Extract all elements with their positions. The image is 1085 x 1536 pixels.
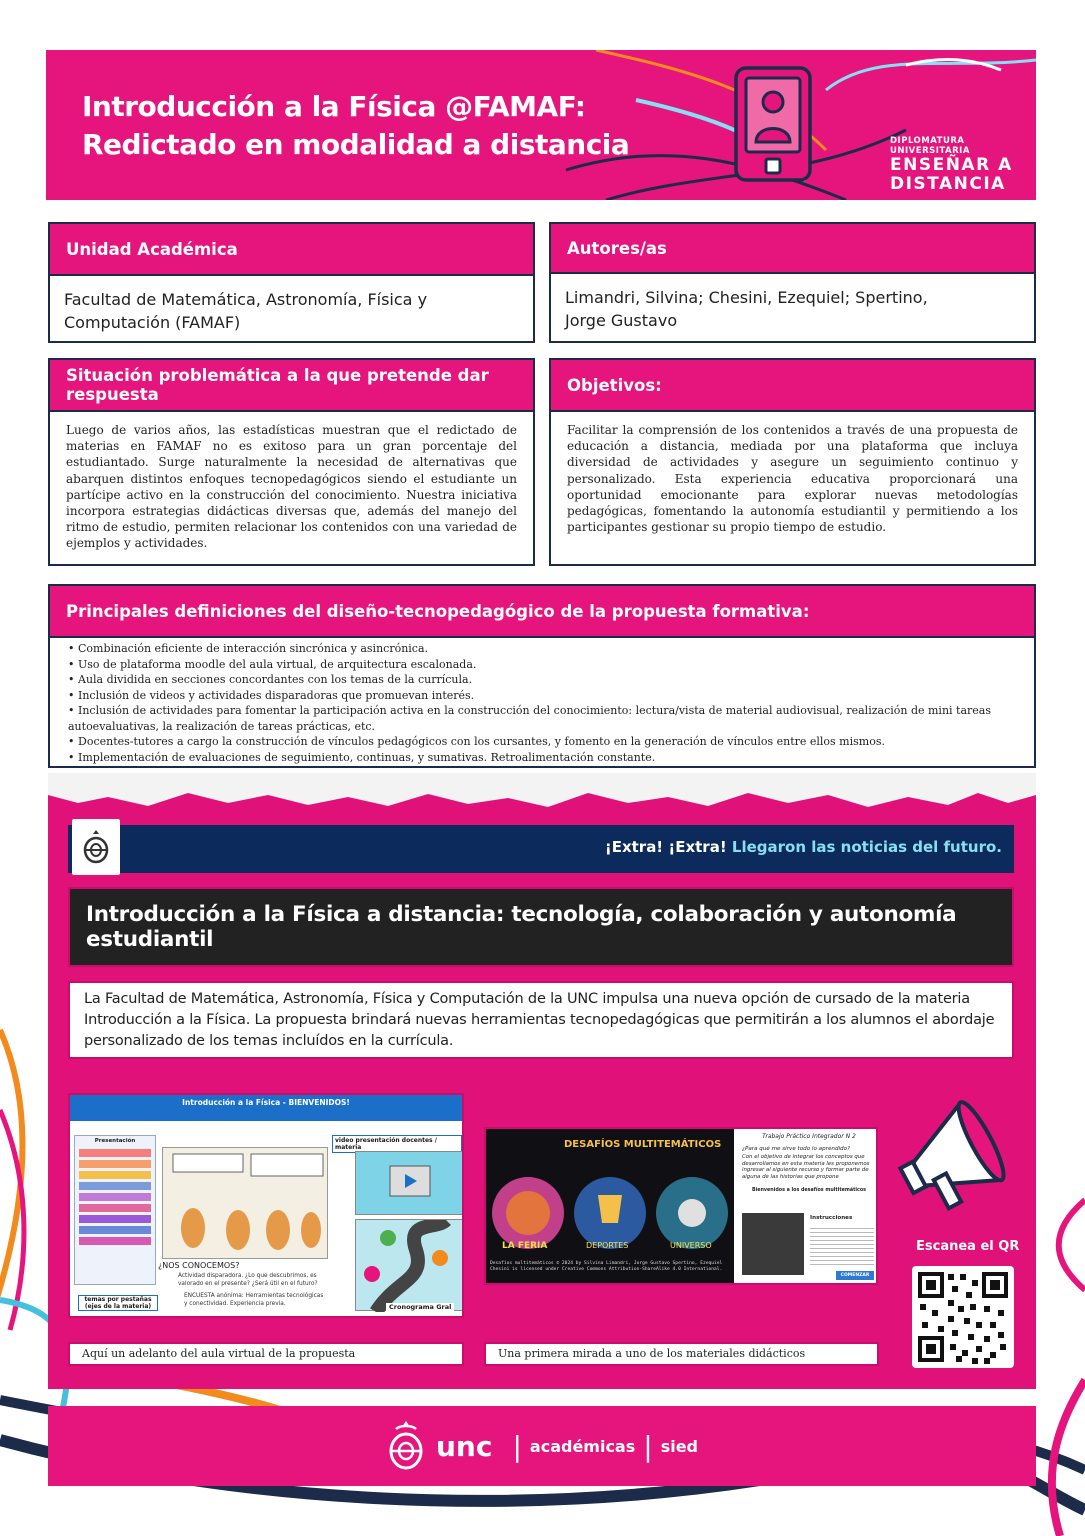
extra-text: [605, 838, 1002, 856]
unc-crest-icon: [386, 1419, 426, 1473]
autores-line-2: Jorge Gustavo: [565, 311, 678, 330]
tp-text: Con el objetivo de integrar los conceptos que desarrollamos en esta materia les proponemos ingresar al siguiente recurso y formar parte de alguna de las historias que propone: [742, 1154, 870, 1180]
pestanias-label: temas por pestañas (ejes de la materia): [78, 1295, 158, 1311]
aula-title: Introducción a la Física - BIENVENIDOS!: [182, 1098, 350, 1107]
instruction-lines: [810, 1225, 874, 1265]
news-panel: [48, 773, 1036, 1389]
footer-separator: |: [643, 1429, 653, 1463]
autores-body: [551, 274, 1034, 344]
megaphone-icon: [894, 1083, 1024, 1223]
definicion-item: • Docentes-tutores a cargo la construcción de vínculos pedagógicos con los cursantes, y fomento en la generación de vínculos entre ellos mismos.: [68, 734, 1016, 750]
extra-label: ¡Extra! ¡Extra!: [604, 838, 727, 856]
definicion-item: • Inclusión de videos y actividades disparadoras que promuevan interés.: [68, 688, 1016, 704]
actividad-text: Actividad disparadora. ¿Lo que descubrimos, es valorado en el presente? ¿Será útil en el futuro?: [178, 1273, 318, 1287]
brand-line-1: ENSEÑAR A: [890, 155, 1013, 175]
menu-row: [79, 1182, 151, 1190]
nos-conocemos-label: ¿NOS CONOCEMOS?: [158, 1261, 240, 1270]
footer-unc: unc: [436, 1429, 493, 1463]
footer-separator: |: [512, 1429, 522, 1463]
definiciones-box: [48, 584, 1036, 768]
aula-title-bar: [70, 1095, 462, 1121]
brand-line-2: DISTANCIA: [890, 174, 1006, 194]
extra-highlight: Llegaron las noticias del futuro.: [731, 838, 1002, 856]
cronograma-label: Cronograma Gral: [386, 1303, 454, 1311]
road-map-icon: [356, 1220, 464, 1312]
unidad-academica-heading: Unidad Académica: [50, 224, 533, 276]
caption-materiales: Una primera mirada a uno de los materiales didácticos: [484, 1342, 879, 1366]
instrucciones-label: Instrucciones: [810, 1215, 853, 1221]
menu-row: [79, 1237, 151, 1245]
definicion-item: • Implementación de evaluaciones de seguimiento, continuas, y sumativas. Retroalimentación constante.: [68, 750, 1016, 766]
caption-aula: Aquí un adelanto del aula virtual de la propuesta: [68, 1342, 464, 1366]
menu-row: [79, 1149, 151, 1157]
unc-crest-icon: [81, 828, 111, 866]
bienvenidos-text: Bienvenidos a los desafíos multitemáticos: [751, 1188, 867, 1193]
menu-row: [79, 1171, 151, 1179]
autores-heading: Autores/as: [551, 224, 1034, 274]
objetivos-heading: Objetivos:: [551, 360, 1034, 412]
torn-paper-edge: [48, 773, 1036, 813]
footer-banner: [48, 1406, 1036, 1486]
autores-box: [549, 222, 1036, 343]
definiciones-heading: Principales definiciones del diseño-tecnopedagógico de la propuesta formativa:: [50, 586, 1034, 638]
menu-row: [79, 1204, 151, 1212]
tp-title: Trabajo Práctico Integrador N 2: [762, 1133, 856, 1140]
objetivos-body: Facilitar la comprensión de los contenidos a través de una propuesta de educación a distancia, mediada por una plataforma que incluya diversidad de actividades y asegure un seguimiento continuo y personalizado. Esta experiencia educativa proporcionará una oportunidad emocionante para explorar nuevas metodologías pedagógicas, fomentando la autonomía estudiantil y permitiendo a los participantes gestionar su propio tiempo de estudio.: [567, 423, 1018, 535]
news-headline: Introducción a la Física a distancia: tecnología, colaboración y autonomía estudiantil: [68, 887, 1014, 967]
license-text: Desafíos multitemáticos © 2024 by Silvina Limandri, Jorge Gustavo Spertino, Ezequiel Chesini is licensed under Creative Commons Attribution-ShareAlike 4.0 International.: [490, 1261, 723, 1272]
cat-deportes: DEPORTES: [586, 1241, 629, 1250]
definicion-item: • Combinación eficiente de interacción sincrónica y asincrónica.: [68, 641, 1016, 657]
menu-row: [79, 1215, 151, 1223]
presentacion-label: Presentación: [94, 1138, 136, 1144]
footer-sied: sied: [660, 1436, 698, 1456]
desafios-poster: [486, 1129, 734, 1285]
desafios-screenshot: [484, 1127, 878, 1285]
cat-feria: LA FERIA: [502, 1241, 548, 1251]
comenzar-button[interactable]: COMENZAR: [836, 1271, 874, 1280]
tp-thumbnail: [742, 1213, 804, 1275]
header-banner: [46, 50, 1036, 200]
unidad-academica-body: Facultad de Matemática, Astronomía, Física y Computación (FAMAF): [64, 290, 428, 332]
news-lead: La Facultad de Matemática, Astronomía, Física y Computación de la UNC impulsa una nueva opción de cursado de la materia Introducción a la Física. La propuesta brindará nuevas herramientas tecnopedagógicas que permitirán a los alumnos el abordaje personalizado de los temas incluídos en la currícula.: [68, 981, 1014, 1059]
qr-label: Escanea el QR: [916, 1239, 1020, 1254]
title-line-2: Redictado en modalidad a distancia: [82, 128, 630, 161]
unc-logo-badge: [72, 819, 120, 875]
definicion-item: • Aula dividida en secciones concordantes con los temas de la currícula.: [68, 672, 1016, 688]
menu-row: [79, 1193, 151, 1201]
aula-left-menu: [74, 1135, 156, 1285]
autores-line-1: Limandri, Silvina; Chesini, Ezequiel; Spertino,: [565, 288, 928, 307]
video-thumbnail: [355, 1151, 463, 1215]
qr-code[interactable]: [912, 1266, 1014, 1368]
desafios-title: DESAFÍOS MULTITEMÁTICOS: [564, 1139, 722, 1150]
situacion-body: Luego de varios años, las estadísticas muestran que el redictado de materias en FAMAF no es exitoso para un gran porcentaje del estudiantado. Surge naturalmente la necesidad de alternativas que abarquen distintos enfoques tecnopedagógicos siendo el estudiante un partícipe activo en la construcción del conocimiento. Nuestra iniciativa incorpora estrategias didácticas diversas que, además del manejo del ritmo de estudio, permiten relacionar los contenidos con una variedad de ejemplos y actividades.: [66, 423, 517, 551]
video-play-icon: [356, 1152, 464, 1216]
situacion-heading: Situación problemática a la que pretende dar respuesta: [50, 360, 533, 412]
comic-panel: [162, 1147, 328, 1259]
video-label: video presentación docentes / materia: [332, 1135, 462, 1153]
poster-title: [82, 88, 642, 164]
menu-row: [79, 1160, 151, 1168]
cat-universo: UNIVERSO: [670, 1241, 712, 1250]
menu-row: [79, 1226, 151, 1234]
themes-illustration-icon: [486, 1155, 734, 1275]
definiciones-list: [50, 638, 1034, 765]
diplomatura-brand: [890, 136, 1036, 200]
tablet-user-icon: [732, 64, 816, 186]
title-line-1: Introducción a la Física @FAMAF:: [82, 90, 586, 123]
tp-question: ¿Para qué me sirve todo lo aprendido?: [742, 1146, 850, 1152]
aula-virtual-screenshot: [68, 1093, 464, 1318]
encuesta-text: ENCUESTA anónima: Herramientas tecnológicas y conectividad. Experiencia previa.: [184, 1293, 324, 1307]
definicion-item: • Uso de plataforma moodle del aula virtual, de arquitectura escalonada.: [68, 657, 1016, 673]
cronograma-thumbnail: [355, 1219, 463, 1311]
unidad-academica-box: [48, 222, 535, 343]
tp-panel: [738, 1129, 878, 1285]
situacion-box: [48, 358, 535, 566]
footer-academicas: académicas: [529, 1436, 636, 1456]
objetivos-box: [549, 358, 1036, 566]
comic-illustration-icon: [163, 1148, 329, 1260]
definicion-item: • Inclusión de actividades para fomentar la participación activa en la construcción del conocimiento: lectura/vista de material audiovisual, realización de mini tareas autoevaluativas, la realización de tareas prácticas, etc.: [68, 703, 1016, 734]
brand-small: DIPLOMATURA UNIVERSITARIA: [890, 136, 970, 156]
news-bar: [68, 825, 1014, 873]
qr-code-icon: [912, 1266, 1014, 1368]
